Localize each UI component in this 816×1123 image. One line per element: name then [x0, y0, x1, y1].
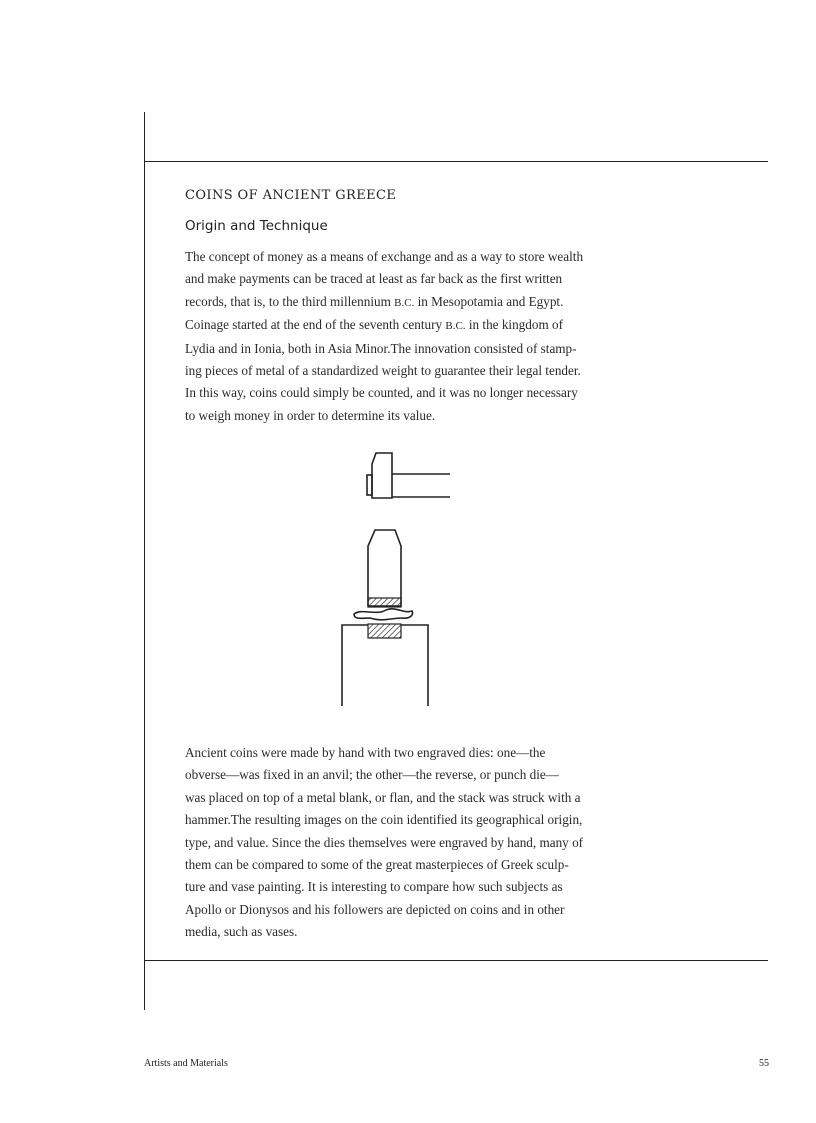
paragraph-line: The concept of money as a means of exchange and as a way to store wealth: [185, 249, 584, 264]
page-number: 55: [759, 1058, 769, 1069]
paragraph-line-text: in Mesopotamia and Egypt.: [414, 293, 564, 309]
paragraph-technique: [185, 742, 655, 944]
paragraph-line: [185, 314, 655, 337]
era-abbreviation: B.C.: [394, 296, 415, 309]
paragraph-line: and make payments can be traced at least as far back as the first written: [185, 271, 563, 287]
paragraph-line: Apollo or Dionysos and his followers are depicted on coins and in other: [185, 901, 565, 917]
top-horizontal-rule: [144, 161, 768, 162]
flan-icon: [354, 609, 413, 620]
paragraph-line: ing pieces of metal of a standardized weight to guarantee their legal tender.: [185, 363, 581, 379]
paragraph-line: [185, 291, 655, 314]
paragraph-line: Lydia and in Ionia, both in Asia Minor.The innovation consisted of stamp-: [185, 340, 577, 356]
paragraph-line-text: records, that is, to the third millennium: [185, 293, 395, 309]
paragraph-line: was placed on top of a metal blank, or flan, and the stack was struck with a: [185, 789, 581, 805]
paragraph-line: media, such as vases.: [185, 924, 298, 940]
punch-die-icon: [368, 530, 401, 607]
paragraph-line: Ancient coins were made by hand with two engraved dies: one—the: [185, 745, 546, 760]
paragraph-line: to weigh money in order to determine its value.: [185, 407, 436, 423]
era-abbreviation: B.C.: [445, 320, 466, 333]
paragraph-origin: [185, 246, 655, 427]
paragraph-line: ture and vase painting. It is interesting to compare how such subjects as: [185, 879, 563, 895]
paragraph-line: them can be compared to some of the great masterpieces of Greek sculp-: [185, 857, 569, 873]
subtitle: Origin and Technique: [185, 218, 328, 234]
anvil-icon: [342, 624, 428, 706]
section-title: COINS OF ANCIENT GREECE: [185, 188, 397, 203]
paragraph-line: In this way, coins could simply be counted, and it was no longer necessary: [185, 385, 578, 401]
margin-vertical-rule: [144, 112, 145, 1010]
paragraph-line: hammer.The resulting images on the coin identified its geographical origin,: [185, 812, 583, 828]
bottom-horizontal-rule: [144, 960, 768, 961]
paragraph-line-text: Coinage started at the end of the seventh century: [185, 317, 446, 333]
coin-minting-diagram: [300, 448, 480, 713]
paragraph-line: type, and value. Since the dies themselves were engraved by hand, many of: [185, 834, 584, 850]
footer-running-title: Artists and Materials: [144, 1058, 228, 1069]
paragraph-line-text: in the kingdom of: [465, 317, 563, 333]
paragraph-line: obverse—was fixed in an anvil; the other—the reverse, or punch die—: [185, 767, 559, 783]
hammer-icon: [367, 453, 450, 498]
